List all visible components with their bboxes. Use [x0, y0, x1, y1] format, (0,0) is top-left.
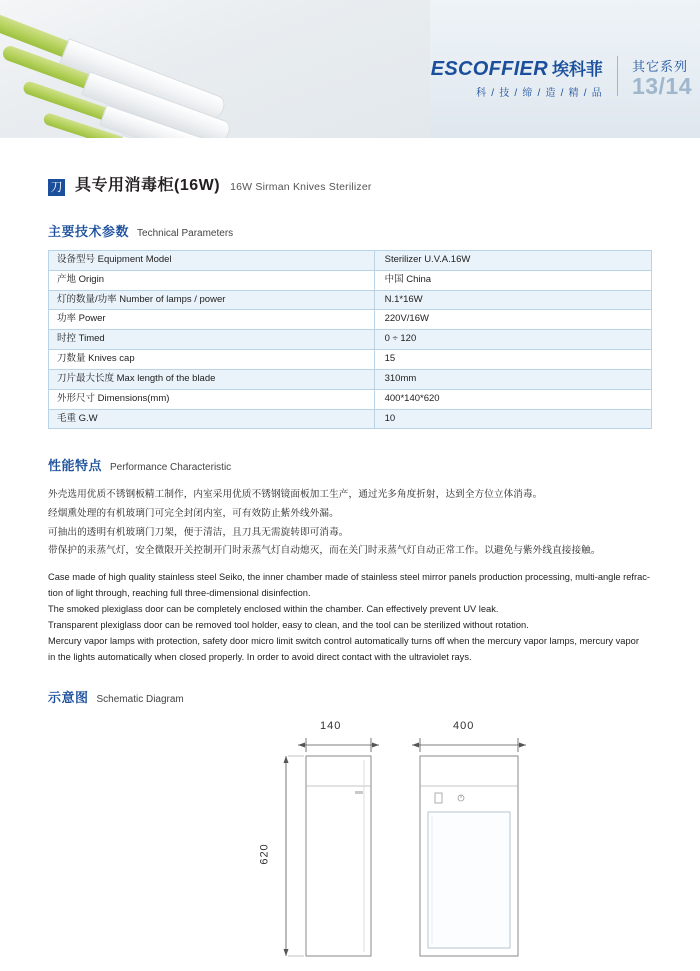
param-value: N.1*16W [374, 290, 651, 310]
header-photo [0, 0, 430, 138]
performance-cn-line: 经烟熏处理的有机玻璃门可完全封闭内室，可有效防止紫外线外漏。 [48, 508, 339, 520]
param-key: 灯的数量/功率 Number of lamps / power [49, 290, 375, 310]
table-row [49, 330, 652, 350]
performance-en-line: Mercury vapor lamps with protection, safety door micro limit switch control automatically turns off when the mercury vapor lamps, mercury vapor [48, 636, 639, 647]
table-row [49, 251, 652, 271]
table-body [49, 251, 652, 429]
product-title [48, 172, 652, 195]
product-title-en: 16W Sirman Knives Sterilizer [230, 181, 372, 193]
brand-name-cn: 埃科菲 [551, 60, 603, 79]
dimension-label-side-width: 140 [320, 720, 342, 733]
performance-en-line: Transparent plexiglass door can be removed tool holder, easy to clean, and the tool can be sterilized without rotation. [48, 620, 529, 631]
brand-divider [617, 56, 618, 96]
param-key: 刀数量 Knives cap [49, 350, 375, 370]
param-value: 0 ÷ 120 [374, 330, 651, 350]
param-value: 400*140*620 [374, 389, 651, 409]
dimension-label-front-width: 400 [453, 720, 475, 733]
param-key: 外形尺寸 Dimensions(mm) [49, 389, 375, 409]
performance-en-line: in the lights automatically when closed properly. In order to avoid direct contact with the ultraviolet rays. [48, 652, 472, 663]
technical-parameters-heading [48, 221, 652, 240]
title-badge-icon: 刀 [48, 179, 65, 196]
brand-name [431, 59, 603, 79]
performance-en-line: The smoked plexiglass door can be completely enclosed within the chamber. Can effectively prevent UV leak. [48, 604, 499, 615]
brand-lockup [431, 59, 603, 99]
table-row [49, 350, 652, 370]
product-title-cn: 具专用消毒柜(16W) [75, 177, 221, 194]
table-row [49, 270, 652, 290]
table-row [49, 310, 652, 330]
dimension-label-height: 620 [258, 843, 271, 866]
page-number: 13/14 [631, 73, 692, 99]
param-key: 产地 Origin [49, 270, 375, 290]
param-key: 功率 Power [49, 310, 375, 330]
schematic-section [48, 687, 652, 966]
performance-heading [48, 455, 652, 474]
section-heading-en: Performance Characteristic [110, 462, 232, 474]
page-header [0, 0, 700, 138]
performance-en-line: tion of light through, reaching full three-dimensional disinfection. [48, 588, 311, 599]
param-value: 310mm [374, 369, 651, 389]
page-body [0, 172, 700, 966]
param-value: 中国 China [374, 270, 651, 290]
series-lockup [632, 59, 692, 99]
section-heading-cn: 示意图 [48, 690, 89, 706]
brand-block [395, 0, 700, 138]
brand-name-en: ESCOFFIER [430, 58, 548, 80]
performance-en-line: Case made of high quality stainless steel Seiko, the inner chamber made of stainless steel mirror panels production processing, multi-angle refrac- [48, 572, 651, 583]
schematic-heading [48, 687, 652, 706]
table-row [49, 409, 652, 429]
performance-cn-line: 可抽出的透明有机玻璃门刀架，便于清洁，且刀具无需旋转即可消毒。 [48, 526, 349, 538]
series-label: 其它系列 [631, 59, 688, 75]
table-row [49, 290, 652, 310]
param-value: Sterilizer U.V.A.16W [374, 251, 651, 271]
param-key: 刀片最大长度 Max length of the blade [49, 369, 375, 389]
section-heading-en: Technical Parameters [137, 228, 234, 239]
section-heading-cn: 性能特点 [48, 458, 103, 474]
schematic-diagram [48, 716, 652, 966]
performance-en-block [48, 570, 652, 665]
param-value: 10 [374, 409, 651, 429]
brand-slogan: 科 / 技 / 缔 / 造 / 精 / 品 [476, 88, 603, 99]
table-row [49, 389, 652, 409]
param-key: 毛重 G.W [49, 409, 375, 429]
performance-body [48, 486, 652, 665]
param-value: 220V/16W [374, 310, 651, 330]
technical-parameters-table [48, 250, 652, 429]
param-key: 设备型号 Equipment Model [49, 251, 375, 271]
section-heading-en: Schematic Diagram [96, 694, 184, 706]
section-heading-cn: 主要技术参数 [48, 224, 130, 239]
schematic-svg [48, 716, 652, 966]
param-value: 15 [374, 350, 651, 370]
performance-cn-line: 外壳选用优质不锈钢板精工制作，内室采用优质不锈钢镜面板加工生产，通过光多角度折射，达到全方位立体消毒。 [48, 489, 543, 501]
param-key: 时控 Timed [49, 330, 375, 350]
table-row [49, 369, 652, 389]
performance-cn-line: 带保护的汞蒸气灯，安全微限开关控制开门时汞蒸气灯自动熄灭，而在关门时汞蒸气灯自动正常工作。以避免与紫外线直接接触。 [48, 545, 601, 557]
